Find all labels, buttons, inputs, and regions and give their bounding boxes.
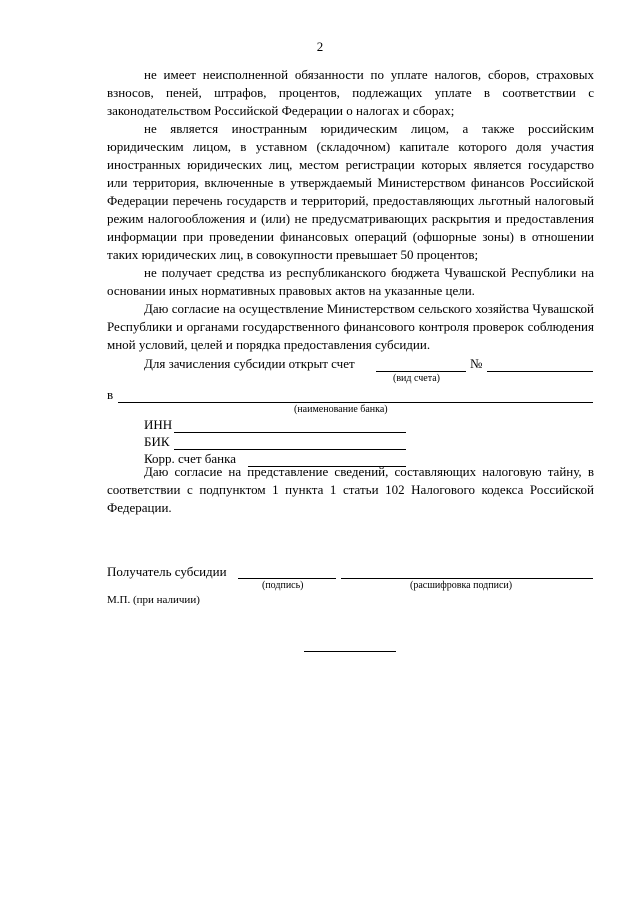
account-label: Для зачисления субсидии открыт счет — [144, 356, 355, 371]
paragraph-inspection-consent: Даю согласие на осуществление Министерством сельского хозяйства Чувашской Республики и органами государственного финансового контроля проверок соблюдения мной условий, целей и порядка предоставления субсидии. — [107, 301, 594, 352]
paragraph-no-other-funds: не получает средства из республиканского бюджета Чувашской Республики на основании иных нормативных правовых актов на указанные цели. — [107, 265, 594, 298]
signature-field[interactable] — [238, 578, 336, 579]
inn-label: ИНН — [144, 417, 173, 432]
closing-separator — [304, 651, 396, 652]
tax-consent-block — [107, 463, 594, 517]
paragraph-not-foreign-entity: не является иностранным юридическим лицом, а также российским юридическим лицом, в уставном (складочном) капитале которого доля участия иностранных юридических лиц, местом регистрации которых является государство или территория, включенные в утверждаемый Министерством финансов Российской Федерации перечень государств и территорий, предоставляющих льготный налоговый режим налогообложения и (или) не предусматривающих раскрытия и предоставления информации при проведении финансовых операций (офшорные зоны) в отношении таких юридических лиц, в совокупности превышает 50 процентов; — [107, 121, 594, 262]
bank-name-caption: (наименование банка) — [294, 404, 388, 415]
page-number: 2 — [316, 39, 324, 54]
number-sign: № — [470, 356, 483, 371]
bank-name-field[interactable] — [118, 402, 593, 403]
bik-label: БИК — [144, 434, 170, 449]
signature-decode-caption: (расшифровка подписи) — [410, 580, 513, 591]
account-type-field[interactable] — [376, 371, 466, 372]
account-number-field[interactable] — [487, 371, 593, 372]
bank-prefix: в — [107, 387, 114, 402]
paragraph-tax-secret-consent: Даю согласие на представление сведений, составляющих налоговую тайну, в соответствии с подпунктом 1 пункта 1 статьи 102 Налогового кодекса Российской Федерации. — [107, 464, 594, 515]
corr-account-label: Корр. счет банка — [144, 451, 237, 466]
inn-field[interactable] — [174, 432, 406, 433]
stamp-label: М.П. (при наличии) — [107, 594, 200, 606]
recipient-label: Получатель субсидии — [107, 564, 227, 579]
conditions-block — [107, 66, 594, 354]
signature-decode-field[interactable] — [341, 578, 593, 579]
paragraph-no-tax-debt: не имеет неисполненной обязанности по уплате налогов, сборов, страховых взносов, пеней, штрафов, процентов, подлежащих уплате в соответствии с законодательством Российской Федерации о налогах и сборах; — [107, 67, 594, 118]
account-type-caption: (вид счета) — [393, 373, 440, 384]
signature-caption: (подпись) — [262, 580, 304, 591]
